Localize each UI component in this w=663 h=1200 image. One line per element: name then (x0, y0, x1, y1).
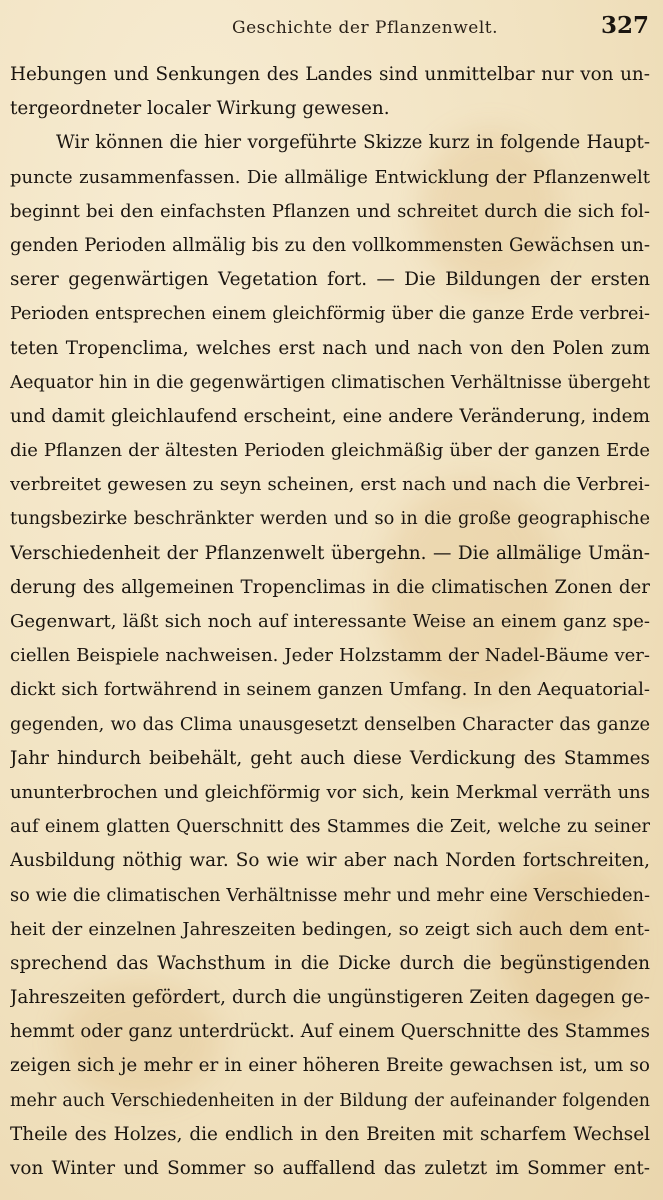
text-line: sprechend das Wachsthum in die Dicke durch die begünstigenden (10, 952, 650, 974)
text-line: auf einem glatten Querschnitt des Stammes die Zeit, welche zu seiner (10, 816, 650, 838)
text-line: derung des allgemeinen Tropenclimas in die climatischen Zonen der (10, 576, 650, 598)
text-line: Gegenwart, läßt sich noch auf interessante Weise an einem ganz spe- (10, 611, 650, 632)
text-line: Wir können die hier vorgeführte Skizze kurz in folgende Haupt- (56, 132, 650, 154)
text-line: Aequator hin in die gegenwärtigen climatischen Verhältnisse übergeht (10, 371, 650, 393)
text-line: genden Perioden allmälig bis zu den vollkommensten Gewächsen un- (10, 234, 650, 256)
page-number: 327 (600, 12, 649, 39)
text-line: Hebungen und Senkungen des Landes sind unmittelbar nur von un- (10, 64, 650, 85)
text-line: Jahreszeiten gefördert, durch die ungünstigeren Zeiten dagegen ge- (10, 987, 650, 1009)
text-line: Verschiedenheit der Pflanzenwelt übergehn. — Die allmälige Umän- (10, 542, 650, 564)
text-line: tungsbezirke beschränkter werden und so in die große geographische (10, 508, 650, 530)
text-line: tergeordneter localer Wirkung gewesen. (10, 98, 390, 120)
body-text (10, 58, 650, 1186)
text-line: hemmt oder ganz unterdrückt. Auf einem Querschnitte des Stammes (10, 1021, 650, 1043)
text-line: verbreitet gewesen zu seyn scheinen, erst nach und nach die Verbrei- (10, 474, 650, 496)
text-line: die Pflanzen der ältesten Perioden gleichmäßig über der ganzen Erde (10, 440, 650, 462)
text-line: zeigen sich je mehr er in einer höheren Breite gewachsen ist, um so (10, 1055, 650, 1077)
text-line: Perioden entsprechen einem gleichförmig über die ganze Erde verbrei- (10, 304, 650, 325)
page-header (0, 12, 663, 52)
text-line: und damit gleichlaufend erscheint, eine andere Veränderung, indem (10, 405, 650, 427)
text-line: teten Tropenclima, welches erst nach und nach von den Polen zum (10, 337, 650, 359)
text-line: heit der einzelnen Jahreszeiten bedingen, so zeigt sich auch dem ent- (10, 918, 650, 940)
text-line: ununterbrochen und gleichförmig vor sich, kein Merkmal verräth uns (10, 781, 650, 803)
text-line: ciellen Beispiele nachweisen. Jeder Holzstamm der Nadel-Bäume ver- (10, 645, 650, 667)
text-line: Jahr hindurch beibehält, geht auch diese Verdickung des Stammes (10, 747, 650, 769)
text-line: Ausbildung nöthig war. So wie wir aber nach Norden fortschreiten, (10, 850, 650, 872)
text-line: so wie die climatischen Verhältnisse mehr und mehr eine Verschieden- (10, 884, 650, 906)
text-line: serer gegenwärtigen Vegetation fort. — Die Bildungen der ersten (10, 269, 650, 291)
text-line: dickt sich fortwährend in seinem ganzen Umfang. In den Aequatorial- (10, 679, 650, 701)
running-title: Geschichte der Pflanzenwelt. (232, 18, 499, 38)
text-line: von Winter und Sommer so auffallend das zuletzt im Sommer ent- (10, 1158, 650, 1179)
text-line: beginnt bei den einfachsten Pflanzen und schreitet durch die sich fol- (10, 200, 650, 222)
text-line: puncte zusammenfassen. Die allmälige Entwicklung der Pflanzenwelt (10, 166, 650, 188)
text-line: Theile des Holzes, die endlich in den Breiten mit scharfem Wechsel (10, 1123, 650, 1145)
text-line: mehr auch Verschiedenheiten in der Bildung der aufeinander folgenden (10, 1090, 650, 1111)
text-line: gegenden, wo das Clima unausgesetzt denselben Character das ganze (10, 713, 650, 735)
